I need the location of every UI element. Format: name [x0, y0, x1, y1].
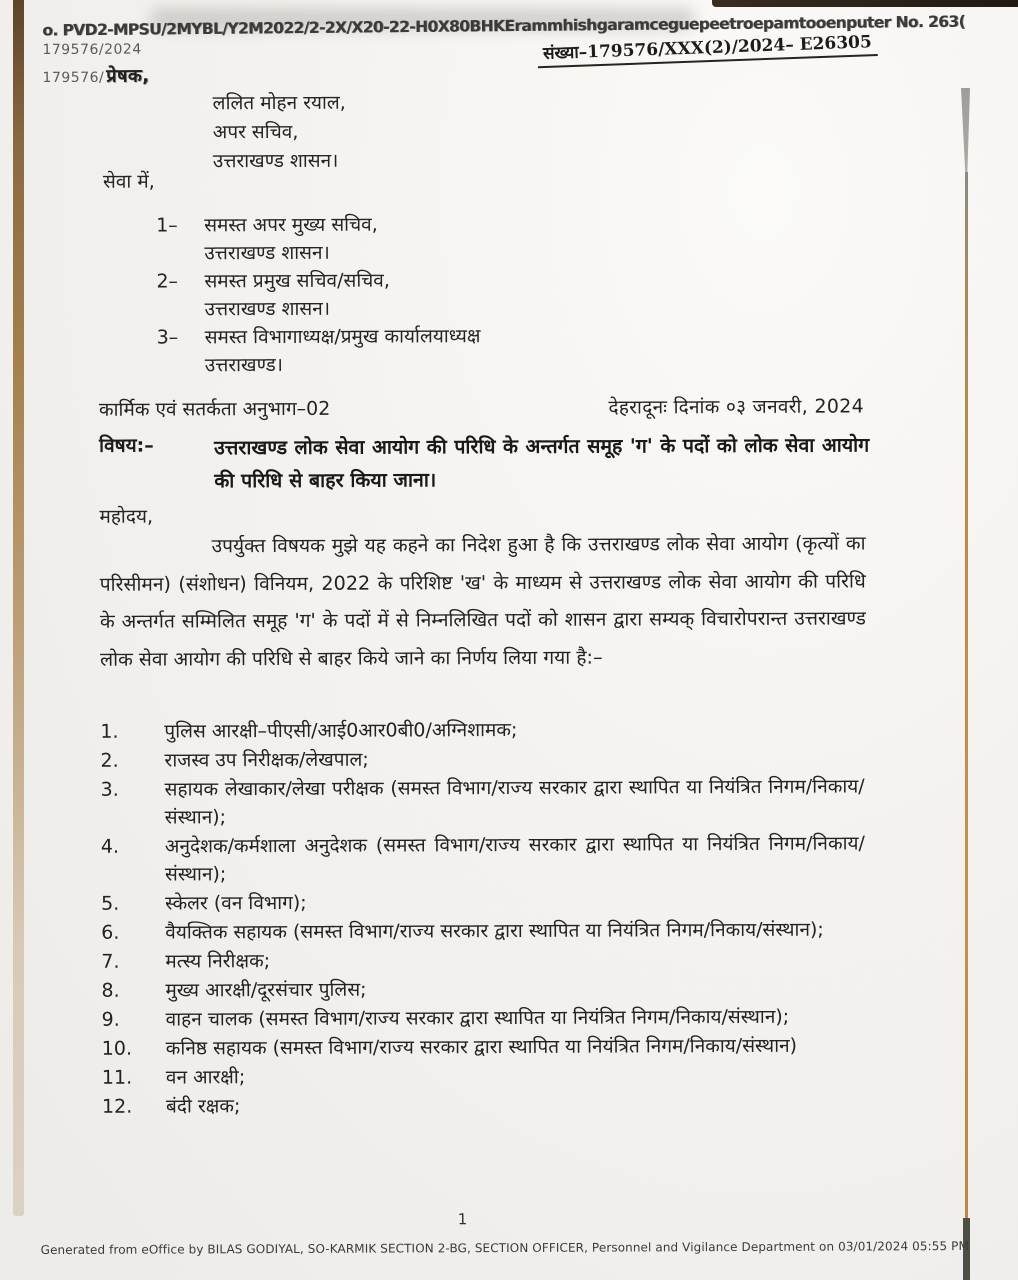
garbled-header-line: o. PVD2-MPSU/2MYBL/Y2M2022/2-2X/X20-22-H0X80BHKErammhishgaramceguepeetroepamtooenputer No. 263(: [42, 12, 966, 40]
list-item: [101, 944, 869, 975]
body-paragraph: उपर्युक्त विषयक मुझे यह कहने का निदेश हुआ है कि उत्तराखण्ड लोक सेवा आयोग (कृत्यों का परिसीमन) (संशोधन) विनियम, 2022 के परिशिष्ट 'ख' के माध्यम से उत्तराखण्ड लोक सेवा आयोग की परिधि के अन्तर्गत सम्मिलित समूह 'ग' के पदों में से निम्नलिखित पदों को शासन द्वारा सम्यक् विचारोपरान्त उत्तराखण्ड लोक सेवा आयोग की परिधि से बाहर किये जाने का निर्णय लिया गया है:–: [99, 531, 866, 671]
list-item: [101, 973, 869, 1004]
list-item: [101, 829, 869, 888]
recipient-text: [204, 267, 390, 324]
subject-label: विषय:–: [99, 434, 154, 457]
list-item-text: बंदी रक्षक;: [165, 1095, 241, 1118]
recipient-list: [156, 210, 481, 379]
subject-text: उत्तराखण्ड लोक सेवा आयोग की परिधि के अन्तर्गत समूह 'ग' के पदों को लोक सेवा आयोग की परिधि से बाहर किया जाना।: [214, 433, 870, 493]
sender-title: अपर सचिव,: [212, 120, 299, 144]
list-item: [101, 886, 869, 917]
page-number: 1: [457, 1210, 468, 1229]
subject-row: [99, 428, 869, 497]
sender-block: [213, 89, 347, 177]
recipient-line: उत्तराखण्ड शासन।: [204, 241, 330, 265]
reference-number-line2: [42, 64, 149, 88]
sender-label: प्रेषक,: [106, 65, 150, 87]
list-item-number: 8.: [101, 979, 120, 1002]
list-item-text: वैयक्तिक सहायक (समस्त विभाग/राज्य सरकार द्वारा स्थापित या नियंत्रित निगम/निकाय/संस्थान);: [165, 918, 824, 944]
recipient-number: 2–: [156, 270, 179, 293]
list-item-number: 5.: [101, 892, 120, 915]
recipient-text: [204, 211, 378, 268]
list-item-number: 4.: [100, 835, 120, 858]
list-item-number: 12.: [101, 1095, 133, 1118]
list-item: [102, 1060, 870, 1091]
to-label: सेवा में,: [102, 170, 155, 193]
excluded-posts-list: [100, 714, 870, 1121]
list-item: [100, 743, 868, 774]
list-item-text: कनिष्ठ सहायक (समस्त विभाग/राज्य सरकार द्वारा स्थापित या नियंत्रित निगम/निकाय/संस्थान): [165, 1034, 798, 1060]
section-name: कार्मिक एवं सतर्कता अनुभाग–02: [98, 397, 331, 421]
list-item-text: पुलिस आरक्षी–पीएसी/आई0आर0बी0/अग्निशामक;: [164, 718, 518, 743]
recipient-row: [157, 322, 481, 379]
list-item-number: 6.: [101, 921, 120, 944]
recipient-number: 3–: [156, 326, 179, 349]
list-item-number: 10.: [101, 1037, 133, 1060]
list-item-number: 11.: [101, 1066, 133, 1089]
recipient-row: [156, 266, 480, 323]
recipient-line: समस्त प्रमुख सचिव/सचिव,: [204, 269, 390, 293]
recipient-line: समस्त विभागाध्यक्ष/प्रमुख कार्यालयाध्यक्ष: [204, 325, 481, 349]
reference-number-prefix: 179576/: [42, 69, 105, 87]
salutation: महोदय,: [99, 505, 154, 528]
list-item-text: सहायक लेखाकार/लेखा परीक्षक (समस्त विभाग/राज्य सरकार द्वारा स्थापित या नियंत्रित निगम/निकाय/संस्थान);: [164, 775, 865, 829]
list-item-number: 1.: [100, 720, 119, 743]
recipient-number: 1–: [156, 214, 178, 237]
list-item: [102, 1031, 870, 1062]
list-item-number: 3.: [100, 778, 119, 801]
list-item-text: स्केलर (वन विभाग);: [165, 891, 307, 915]
list-item: [102, 1002, 870, 1033]
list-item: [100, 714, 868, 745]
list-item: [102, 1089, 870, 1120]
section-and-date-line: [99, 392, 864, 421]
list-item-text: मत्स्य निरीक्षक;: [165, 950, 271, 973]
list-item-text: राजस्व उप निरीक्षक/लेखपाल;: [164, 748, 369, 772]
list-item-number: 9.: [101, 1008, 120, 1031]
place-and-date: देहरादूनः दिनांक ०३ जनवरी, 2024: [608, 395, 865, 419]
sender-name: ललित मोहन रयाल,: [212, 91, 346, 115]
list-item: [101, 772, 869, 831]
recipient-line: समस्त अपर मुख्य सचिव,: [204, 213, 378, 237]
list-item-text: मुख्य आरक्षी/दूरसंचार पुलिस;: [165, 978, 367, 1002]
recipient-line: उत्तराखण्ड।: [204, 353, 284, 377]
list-item-number: 2.: [100, 749, 119, 772]
recipient-line: उत्तराखण्ड शासन।: [204, 297, 331, 321]
letter-number-handwritten: संख्या–179576/XXX(2)/2024– E26305: [537, 29, 878, 68]
sender-org: उत्तराखण्ड शासन।: [212, 149, 339, 173]
list-item-text: वाहन चालक (समस्त विभाग/राज्य सरकार द्वारा स्थापित या नियंत्रित निगम/निकाय/संस्थान);: [165, 1005, 790, 1031]
list-item-text: वन आरक्षी;: [165, 1066, 246, 1089]
reference-number-line1: 179576/2024: [42, 41, 142, 59]
list-item-text: अनुदेशक/कर्मशाला अनुदेशक (समस्त विभाग/राज्य सरकार द्वारा स्थापित या नियंत्रित निगम/निकाय/संस्थान);: [164, 832, 865, 886]
eoffice-footer: Generated from eOffice by BILAS GODIYAL, SO-KARMIK SECTION 2-BG, SECTION OFFICER, Personnel and Vigilance Department on 03/01/2024 05:55 PM: [40, 1238, 969, 1258]
list-item-number: 7.: [101, 950, 120, 973]
recipient-text: [205, 322, 481, 379]
list-item: [101, 915, 869, 946]
recipient-row: [156, 210, 480, 267]
